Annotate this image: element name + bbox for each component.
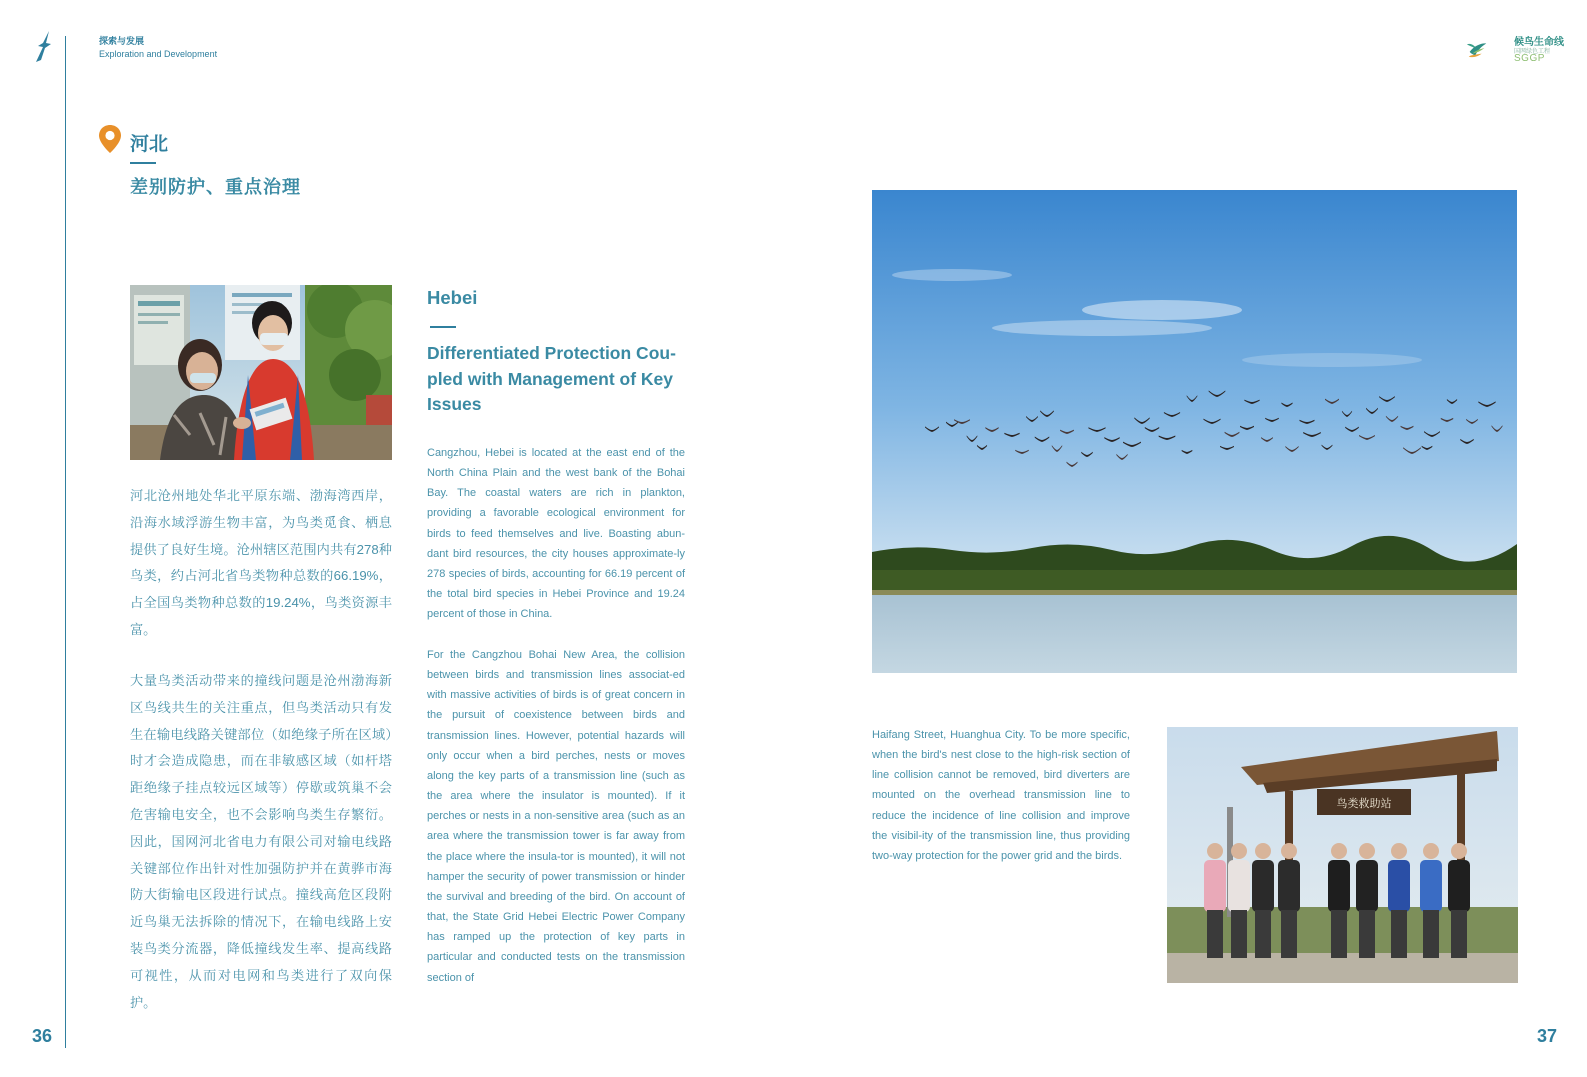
logo-abbr: SGGP <box>1514 53 1545 64</box>
body-en-paragraph-3: Haifang Street, Huanghua City. To be more specific, when the bird's nest close to the high-risk section of line collision cannot be removed, bird diverters are mounted on the overhead transmission line to reduce the incidence of line collision and improve the visibil-ity of the transmission line, thus providing two-way protection for the power grid and the birds. <box>872 729 1130 862</box>
logo-tagline-cn: 国网绿色工程 <box>1514 49 1551 55</box>
person-body <box>1278 860 1300 912</box>
person-legs <box>1231 910 1247 958</box>
page-number-left: 36 <box>32 1026 53 1046</box>
heading-divider-en <box>430 326 456 328</box>
person-legs <box>1331 910 1347 958</box>
body-cn-paragraph-2: 大量鸟类活动带来的撞线问题是沧州渤海新区鸟线共生的关注重点，但鸟类活动只有发生在输电线路关键部位（如绝缘子所在区域）时才会造成隐患，而在非敏感区域（如杆塔距绝缘子挂点较远区域等）停歇或筑巢不会危害输电安全，也不会影响鸟类生存繁衍。因此，国网河北省电力有限公司对输电线路关键部位作出针对性加强防护并在黄骅市海防大街输电区段进行试点。撞线高危区段附近鸟巢无法拆除的情况下，在输电线路上安装鸟类分流器，降低撞线发生率、提高线路可视性，从而对电网和鸟类进行了双向保护。 <box>130 673 392 1010</box>
person-head <box>1255 843 1271 859</box>
flying-birds-photo <box>872 190 1517 673</box>
person-body <box>1228 860 1250 912</box>
heading-divider <box>130 162 156 164</box>
sggp-logo-icon <box>1466 30 1512 70</box>
person-head <box>1281 843 1297 859</box>
location-pin-icon <box>98 124 122 154</box>
person-legs <box>1423 910 1439 958</box>
page-number-right: 37 <box>1537 1026 1558 1046</box>
person-body <box>1388 860 1410 912</box>
person-head <box>1359 843 1375 859</box>
region-title-cn: 河北 <box>130 134 169 155</box>
person-legs <box>1359 910 1375 958</box>
person-legs <box>1255 910 1271 958</box>
person-body <box>1204 860 1226 912</box>
person-head <box>1391 843 1407 859</box>
body-en-paragraph-2: For the Cangzhou Bohai New Area, the collision between birds and transmission lines associat-ed with massive activities of birds is of great concern in the pursuit of coexistence between birds and transmission lines. However, potential hazards will only occur when a bird perches, nests or moves along the key parts of a transmission line (such as the area where the insulator is mounted). If it perches or nests in a non-sensitive area (such as an area where the transmission tower is far away from the place where the insula-tor is mounted), it will not hamper the security of power transmission or hinder the survival and breeding of the bird. On account of that, the State Grid Hebei Electric Power Company has ramped up the protection of key parts in particular and conducted tests on the transmission section of <box>427 649 685 984</box>
person-body <box>1328 860 1350 912</box>
left-margin-rule <box>65 36 66 1048</box>
person-legs <box>1391 910 1407 958</box>
person-body <box>1420 860 1442 912</box>
logo-name-cn: 候鸟生命线 <box>1514 37 1564 48</box>
person-legs <box>1281 910 1297 958</box>
person-legs <box>1451 910 1467 958</box>
person-legs <box>1207 910 1223 958</box>
person-head <box>1231 843 1247 859</box>
body-cn-paragraph-1: 河北沧州地处华北平原东端、渤海湾西岸，沿海水域浮游生物丰富，为鸟类觅食、栖息提供了良好生境。沧州辖区范围内共有278种鸟类，约占河北省鸟类物种总数的66.19%，占全国鸟类物种总数的19.24%，鸟类资源丰富。 <box>130 488 392 637</box>
header-section-en: Exploration and Development <box>99 49 218 59</box>
person-body <box>1252 860 1274 912</box>
station-sign-text: 鸟类救助站 <box>1336 797 1392 810</box>
person-head <box>1207 843 1223 859</box>
region-title-en: Hebei <box>427 287 478 308</box>
volunteers-photo <box>130 285 392 460</box>
person-body <box>1448 860 1470 912</box>
header-section-cn: 探索与发展 <box>99 36 145 46</box>
section-subtitle-cn: 差别防护、重点治理 <box>130 177 301 197</box>
body-en-paragraph-1: Cangzhou, Hebei is located at the east end of the North China Plain and the west bank of the Bohai Bay. The coastal waters are rich in plankton, providing a favorable ecological environment for birds to feed themselves and live. Boasting abun-dant bird resources, the city houses approximate-ly 278 species of birds, accounting for 66.19 percent of the total bird species in Hebei Province and 19.24 percent of those in China. <box>427 447 685 621</box>
person-head <box>1451 843 1467 859</box>
bird-mark-icon <box>34 30 54 64</box>
person-head <box>1331 843 1347 859</box>
person-head <box>1423 843 1439 859</box>
person-body <box>1356 860 1378 912</box>
rescue-station-photo <box>1167 727 1518 983</box>
section-title-en: Differentiated Protection Cou-pled with Management of Key Issues <box>427 343 676 414</box>
